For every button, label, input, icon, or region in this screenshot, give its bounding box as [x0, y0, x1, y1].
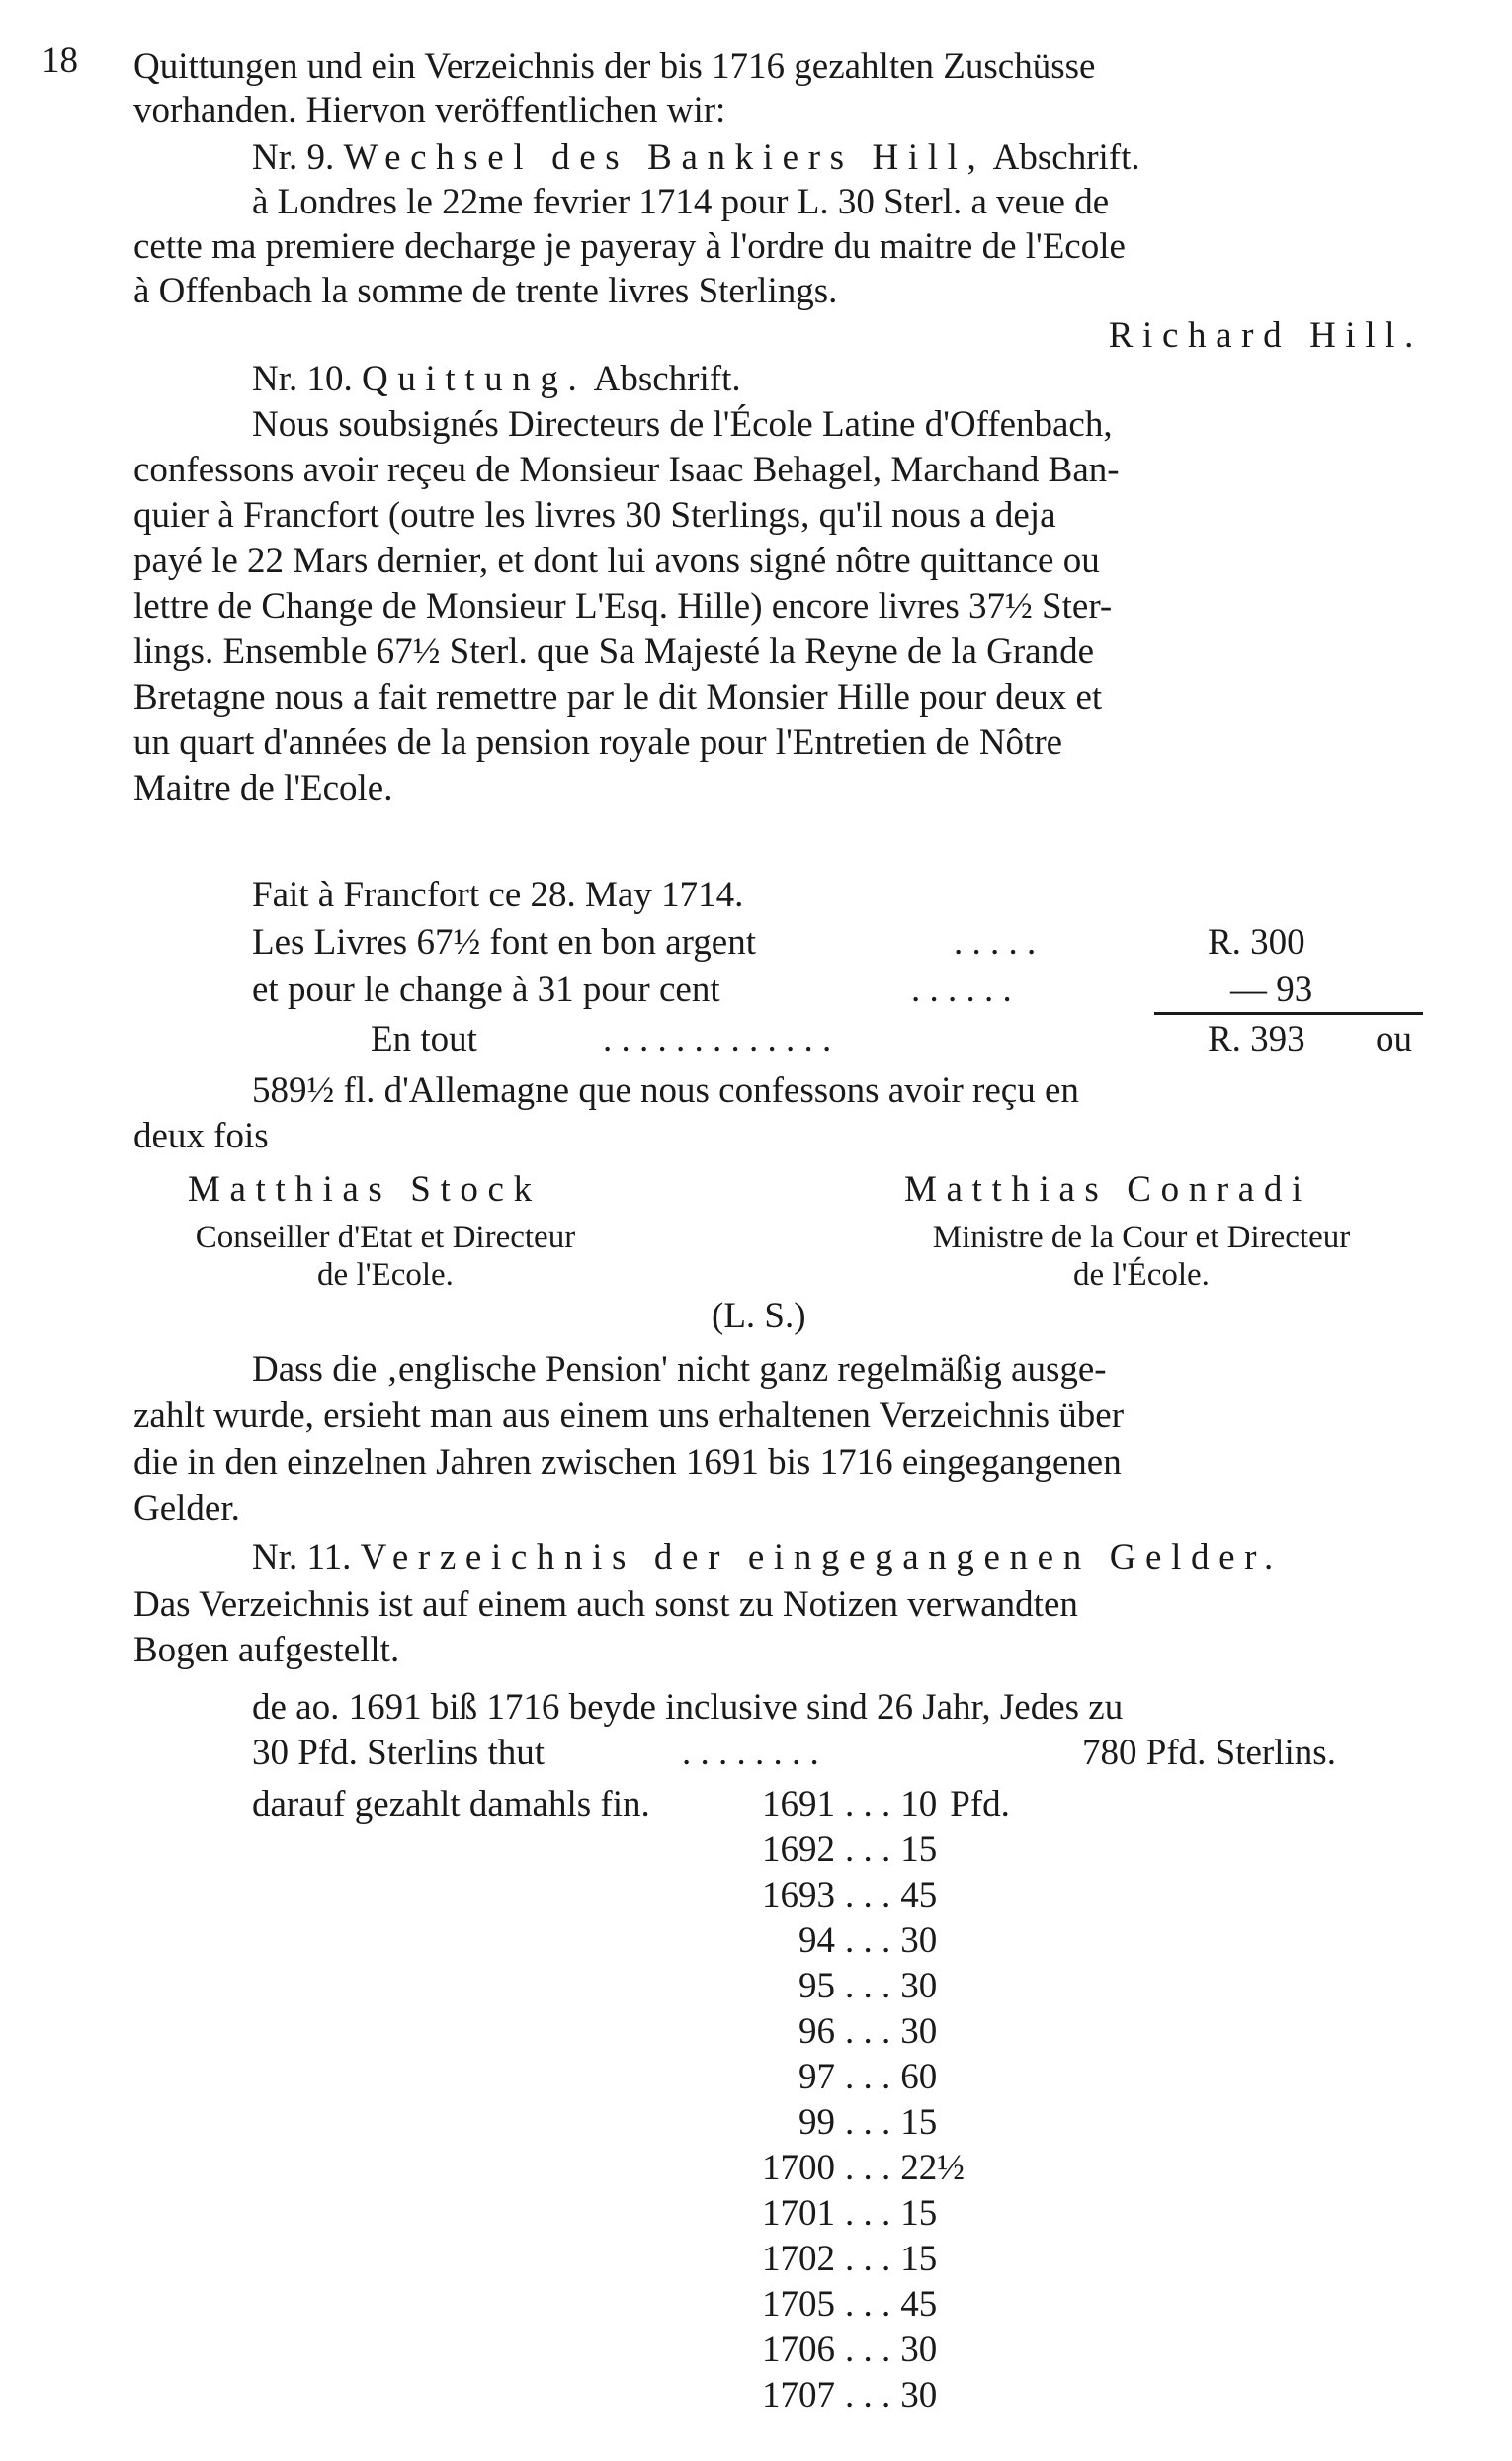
- payment-year: 99: [798, 2102, 835, 2143]
- payment-amount: 15: [900, 2239, 938, 2279]
- payment-dots: . . .: [845, 1920, 891, 1961]
- total-suffix: ou: [1376, 1019, 1412, 1060]
- signature-right-title-2: de l'École.: [1073, 1257, 1210, 1293]
- intro-line-2: vorhanden. Hiervon veröffentlichen wir:: [133, 90, 726, 130]
- payment-amount: 30: [900, 2330, 938, 2370]
- doc11-line-1: de ao. 1691 biß 1716 beyde inclusive sind 26 Jahr, Jedes zu: [252, 1687, 1124, 1728]
- payment-dots: . . .: [845, 2239, 891, 2279]
- seal: (L. S.): [712, 1296, 806, 1336]
- intro-line-1: Quittungen und ein Verzeichnis der bis 1716 gezahlten Zuschüsse: [133, 46, 1096, 87]
- payment-row: [752, 2374, 1058, 2418]
- amount-row-1-dots: . . . . .: [954, 922, 1037, 963]
- amount-row-2-dots: . . . . . .: [911, 970, 1012, 1010]
- doc9-line-2: cette ma premiere decharge je payeray à l'ordre du maitre de l'Ecole: [133, 226, 1126, 267]
- payment-dots: . . .: [845, 2375, 891, 2416]
- amount-row-1-label: Les Livres 67½ font en bon argent: [252, 922, 756, 963]
- doc10-body-line: lettre de Change de Monsieur L'Esq. Hille) encore livres 37½ Ster-: [133, 586, 1113, 627]
- payment-row: [752, 1965, 1058, 2008]
- payment-year: 1702: [762, 2239, 835, 2279]
- doc10-body-line: un quart d'années de la pension royale pour l'Entretien de Nôtre: [133, 722, 1063, 763]
- page-number: 18: [42, 41, 78, 81]
- doc10-body-line: Maitre de l'Ecole.: [133, 768, 393, 808]
- payment-amount: 30: [900, 1966, 938, 2006]
- amount-row-2-value: — 93: [1230, 970, 1313, 1010]
- payment-year: 1705: [762, 2284, 835, 2325]
- payment-amount: 10: [900, 1784, 938, 1825]
- payment-year: 94: [798, 1920, 835, 1961]
- doc10-body-line: lings. Ensemble 67½ Sterl. que Sa Majesté la Reyne de la Grande: [133, 632, 1095, 672]
- payment-dots: . . .: [845, 2011, 891, 2052]
- payment-amount: 45: [900, 2284, 938, 2325]
- payment-amount: 30: [900, 1920, 938, 1961]
- doc10-body-line: Bretagne nous a fait remettre par le dit Monsier Hille pour deux et: [133, 677, 1103, 718]
- doc10-body-line: Nous soubsignés Directeurs de l'École Latine d'Offenbach,: [252, 404, 1113, 445]
- doc9-signature: Richard Hill.: [1108, 315, 1423, 356]
- payment-amount: 22½: [900, 2148, 965, 2188]
- payment-row: [752, 2056, 1058, 2099]
- doc11-line-2-label: 30 Pfd. Sterlins thut: [252, 1733, 546, 1773]
- payment-row: [752, 2147, 1058, 2190]
- doc9-line-1: à Londres le 22me fevrier 1714 pour L. 30 Sterl. a veue de: [252, 182, 1110, 222]
- signature-left-title-1: Conseiller d'Etat et Directeur: [195, 1220, 576, 1255]
- after-total-line-2: deux fois: [133, 1116, 269, 1156]
- payment-row: [752, 2238, 1058, 2281]
- payment-row: [752, 2010, 1058, 2054]
- doc9-line-3: à Offenbach la somme de trente livres Sterlings.: [133, 271, 838, 311]
- payment-row: [752, 2192, 1058, 2236]
- payment-row: [752, 1783, 1010, 1826]
- total-label: En tout: [371, 1019, 477, 1060]
- payment-dots: . . .: [845, 2284, 891, 2325]
- doc11-heading: Nr. 11. Verzeichnis der eingegangenen Gelder.: [252, 1537, 1283, 1577]
- doc10-body-line: confessons avoir reçeu de Monsieur Isaac Behagel, Marchand Ban-: [133, 450, 1120, 490]
- payment-year: 1691: [762, 1784, 835, 1825]
- doc10-date: Fait à Francfort ce 28. May 1714.: [252, 875, 744, 915]
- after-total-line-1: 589½ fl. d'Allemagne que nous confessons avoir reçu en: [252, 1070, 1079, 1111]
- payment-dots: . . .: [845, 2148, 891, 2188]
- paragraph-line: die in den einzelnen Jahren zwischen 1691 bis 1716 eingegangenen: [133, 1442, 1122, 1483]
- signature-right-name: Matthias Conradi: [904, 1169, 1311, 1210]
- paragraph-line: Gelder.: [133, 1488, 240, 1529]
- payment-dots: . . .: [845, 1784, 891, 1825]
- payment-amount: 30: [900, 2375, 938, 2416]
- doc10-body-line: payé le 22 Mars dernier, et dont lui avons signé nôtre quittance ou: [133, 541, 1100, 581]
- payment-row: [752, 2283, 1058, 2327]
- doc10-heading: Nr. 10. Quittung. Abschrift.: [252, 359, 741, 399]
- payment-year: 1700: [762, 2148, 835, 2188]
- payment-unit: Pfd.: [950, 1784, 1010, 1825]
- doc11-line-2-dots: . . . . . . . .: [682, 1733, 819, 1773]
- signature-left-title-2: de l'Ecole.: [317, 1257, 454, 1293]
- payment-row: [752, 2329, 1058, 2372]
- payment-year: 1693: [762, 1875, 835, 1915]
- doc11-note-line-2: Bogen aufgestellt.: [133, 1630, 400, 1670]
- payment-dots: . . .: [845, 2057, 891, 2097]
- payment-dots: . . .: [845, 2330, 891, 2370]
- payment-amount: 15: [900, 2102, 938, 2143]
- payment-year: 97: [798, 2057, 835, 2097]
- doc11-note-line-1: Das Verzeichnis ist auf einem auch sonst zu Notizen verwandten: [133, 1584, 1078, 1625]
- amount-row-2-label: et pour le change à 31 pour cent: [252, 970, 720, 1010]
- payment-year: 1706: [762, 2330, 835, 2370]
- payment-year: 1707: [762, 2375, 835, 2416]
- total-value: R. 393: [1208, 1019, 1305, 1060]
- payment-row: [752, 2101, 1058, 2145]
- payment-dots: . . .: [845, 1875, 891, 1915]
- payment-year: 96: [798, 2011, 835, 2052]
- payment-amount: 30: [900, 2011, 938, 2052]
- signature-left-name: Matthias Stock: [188, 1169, 542, 1210]
- payment-year: 1701: [762, 2193, 835, 2234]
- payment-year: 1692: [762, 1829, 835, 1870]
- paragraph-line: Dass die ‚englische Pension' nicht ganz regelmäßig ausge-: [252, 1349, 1107, 1390]
- payment-row: [752, 1874, 1058, 1917]
- payment-dots: . . .: [845, 2102, 891, 2143]
- payments-intro: darauf gezahlt damahls fin.: [252, 1784, 650, 1825]
- doc11-line-2-value: 780 Pfd. Sterlins.: [1082, 1733, 1336, 1773]
- paragraph-line: zahlt wurde, ersieht man aus einem uns erhaltenen Verzeichnis über: [133, 1396, 1125, 1436]
- payment-row: [752, 1828, 1058, 1872]
- payment-amount: 60: [900, 2057, 938, 2097]
- payment-year: 95: [798, 1966, 835, 2006]
- total-rule: [1154, 1012, 1423, 1015]
- payment-dots: . . .: [845, 1829, 891, 1870]
- payment-dots: . . .: [845, 2193, 891, 2234]
- doc10-body-line: quier à Francfort (outre les livres 30 Sterlings, qu'il nous a deja: [133, 495, 1056, 536]
- payment-row: [752, 1919, 1058, 1963]
- amount-row-1-value: R. 300: [1208, 922, 1305, 963]
- payment-amount: 45: [900, 1875, 938, 1915]
- signature-right-title-1: Ministre de la Cour et Directeur: [932, 1220, 1351, 1255]
- doc9-heading: Nr. 9. Wechsel des Bankiers Hill, Abschrift.: [252, 137, 1140, 178]
- total-dots: . . . . . . . . . . . . .: [603, 1019, 832, 1060]
- payment-dots: . . .: [845, 1966, 891, 2006]
- payment-amount: 15: [900, 2193, 938, 2234]
- payment-amount: 15: [900, 1829, 938, 1870]
